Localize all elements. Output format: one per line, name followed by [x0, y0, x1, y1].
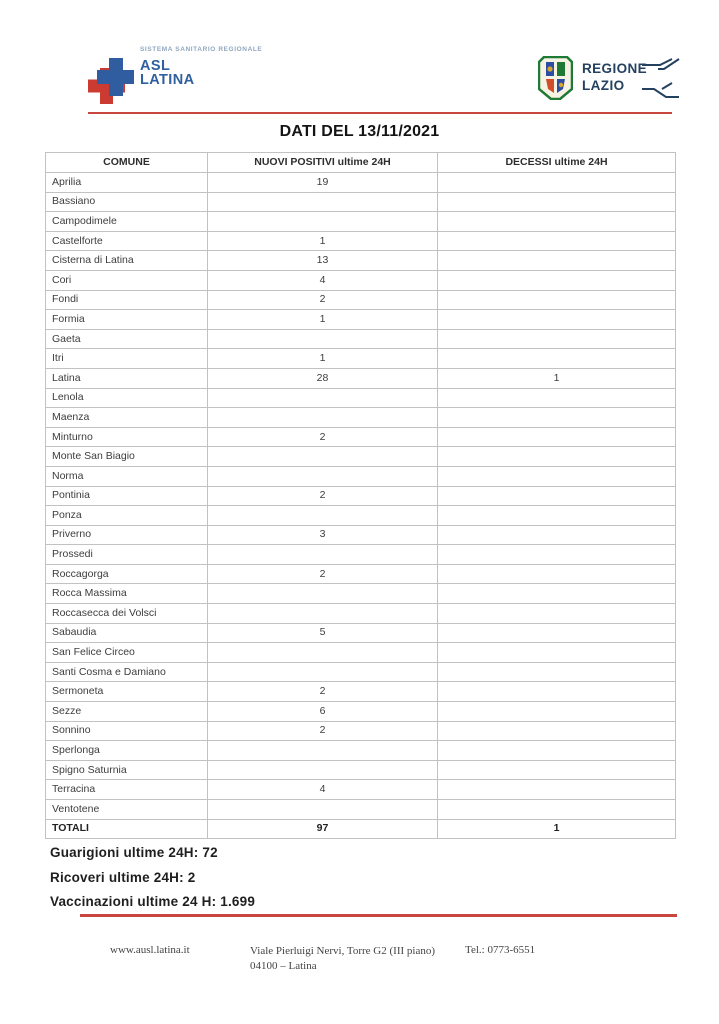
comune-cell: Campodimele	[46, 212, 208, 232]
decessi-cell	[438, 231, 676, 251]
comune-cell: Prossedi	[46, 545, 208, 565]
bottom-red-divider	[80, 914, 677, 917]
table-row	[46, 212, 676, 232]
table-row	[46, 760, 676, 780]
decessi-cell	[438, 192, 676, 212]
summary-ricoveri: Ricoveri ultime 24H: 2	[50, 869, 196, 885]
decessi-cell	[438, 173, 676, 193]
decessi-cell	[438, 270, 676, 290]
comune-cell: Spigno Saturnia	[46, 760, 208, 780]
decessi-cell	[438, 604, 676, 624]
table-row	[46, 623, 676, 643]
totals-decessi: 1	[438, 819, 676, 839]
totals-row	[46, 819, 676, 839]
table-row	[46, 388, 676, 408]
table-row	[46, 525, 676, 545]
table-row	[46, 192, 676, 212]
decessi-cell	[438, 525, 676, 545]
positivi-cell	[208, 466, 438, 486]
table-row	[46, 506, 676, 526]
decessi-cell	[438, 408, 676, 428]
totals-label: TOTALI	[46, 819, 208, 839]
positivi-cell: 13	[208, 251, 438, 271]
comune-cell: Gaeta	[46, 329, 208, 349]
positivi-cell: 2	[208, 427, 438, 447]
positivi-cell: 1	[208, 310, 438, 330]
decessi-cell	[438, 721, 676, 741]
asl-cross-icon	[88, 58, 134, 104]
decessi-cell	[438, 702, 676, 722]
comune-cell: Priverno	[46, 525, 208, 545]
lazio-word-regione: REGIONE	[582, 61, 648, 76]
comune-cell: Pontinia	[46, 486, 208, 506]
table-header-row	[46, 153, 676, 173]
comune-cell: Sperlonga	[46, 741, 208, 761]
comune-cell: Roccagorga	[46, 564, 208, 584]
positivi-cell	[208, 388, 438, 408]
table-row	[46, 251, 676, 271]
comune-cell: Fondi	[46, 290, 208, 310]
comune-cell: Rocca Massima	[46, 584, 208, 604]
table-row	[46, 290, 676, 310]
table-row	[46, 604, 676, 624]
table-row	[46, 800, 676, 820]
lazio-crest-icon	[538, 56, 573, 100]
positivi-cell	[208, 192, 438, 212]
positivi-cell: 2	[208, 290, 438, 310]
comune-cell: Sermoneta	[46, 682, 208, 702]
comune-cell: Lenola	[46, 388, 208, 408]
comune-cell: Ponza	[46, 506, 208, 526]
covid-data-table	[45, 152, 676, 839]
decessi-cell	[438, 506, 676, 526]
positivi-cell: 5	[208, 623, 438, 643]
positivi-cell: 3	[208, 525, 438, 545]
table-row	[46, 349, 676, 369]
table-row	[46, 545, 676, 565]
table-row	[46, 270, 676, 290]
decessi-cell	[438, 486, 676, 506]
table-row	[46, 231, 676, 251]
decessi-cell	[438, 584, 676, 604]
positivi-cell	[208, 643, 438, 663]
footer-website: www.ausl.latina.it	[110, 944, 190, 956]
totals-positivi: 97	[208, 819, 438, 839]
positivi-cell	[208, 760, 438, 780]
summary-block	[50, 845, 255, 919]
decessi-cell	[438, 662, 676, 682]
asl-name-line2: LATINA	[140, 72, 195, 88]
footer-phone: Tel.: 0773-6551	[465, 944, 536, 956]
summary-guarigioni: Guarigioni ultime 24H: 72	[50, 845, 218, 860]
decessi-cell	[438, 623, 676, 643]
column-header-nuovi-positivi: NUOVI POSITIVI ultime 24H	[208, 153, 438, 173]
table-row	[46, 702, 676, 722]
positivi-cell: 1	[208, 231, 438, 251]
decessi-cell	[438, 780, 676, 800]
decessi-cell	[438, 682, 676, 702]
decessi-cell: 1	[438, 368, 676, 388]
comune-cell: Aprilia	[46, 173, 208, 193]
top-red-divider	[88, 112, 672, 114]
table-row	[46, 780, 676, 800]
decessi-cell	[438, 388, 676, 408]
decessi-cell	[438, 800, 676, 820]
positivi-cell	[208, 604, 438, 624]
positivi-cell	[208, 584, 438, 604]
decessi-cell	[438, 212, 676, 232]
positivi-cell: 6	[208, 702, 438, 722]
table-row	[46, 682, 676, 702]
decessi-cell	[438, 329, 676, 349]
positivi-cell	[208, 212, 438, 232]
positivi-cell: 19	[208, 173, 438, 193]
comune-cell: Castelforte	[46, 231, 208, 251]
positivi-cell: 2	[208, 564, 438, 584]
table-row	[46, 466, 676, 486]
comune-cell: Santi Cosma e Damiano	[46, 662, 208, 682]
comune-cell: Sabaudia	[46, 623, 208, 643]
decessi-cell	[438, 466, 676, 486]
table-row	[46, 447, 676, 467]
table-row	[46, 310, 676, 330]
positivi-cell	[208, 741, 438, 761]
positivi-cell	[208, 545, 438, 565]
table-row	[46, 662, 676, 682]
positivi-cell: 1	[208, 349, 438, 369]
positivi-cell: 4	[208, 780, 438, 800]
positivi-cell	[208, 408, 438, 428]
table-row	[46, 564, 676, 584]
decessi-cell	[438, 349, 676, 369]
positivi-cell	[208, 506, 438, 526]
footer-address-line1: Viale Pierluigi Nervi, Torre G2 (III piano)	[250, 945, 436, 957]
decessi-cell	[438, 427, 676, 447]
footer-address-line2: 04100 – Latina	[250, 960, 317, 972]
table-row	[46, 741, 676, 761]
comune-cell: Roccasecca dei Volsci	[46, 604, 208, 624]
table-row	[46, 173, 676, 193]
decessi-cell	[438, 564, 676, 584]
decessi-cell	[438, 643, 676, 663]
positivi-cell: 2	[208, 721, 438, 741]
comune-cell: Itri	[46, 349, 208, 369]
lazio-word-lazio: LAZIO	[582, 78, 625, 93]
positivi-cell	[208, 447, 438, 467]
table-row	[46, 408, 676, 428]
decessi-cell	[438, 545, 676, 565]
comune-cell: Monte San Biagio	[46, 447, 208, 467]
asl-tagline: SISTEMA SANITARIO REGIONALE	[140, 46, 263, 53]
comune-cell: Formia	[46, 310, 208, 330]
decessi-cell	[438, 447, 676, 467]
decessi-cell	[438, 310, 676, 330]
comune-cell: Cori	[46, 270, 208, 290]
positivi-cell: 4	[208, 270, 438, 290]
summary-vaccinazioni: Vaccinazioni ultime 24 H: 1.699	[50, 894, 256, 909]
positivi-cell: 2	[208, 682, 438, 702]
table-row	[46, 584, 676, 604]
column-header-comune: COMUNE	[46, 153, 208, 173]
decessi-cell	[438, 760, 676, 780]
comune-cell: Minturno	[46, 427, 208, 447]
comune-cell: Maenza	[46, 408, 208, 428]
asl-logo-text	[140, 46, 262, 87]
comune-cell: Norma	[46, 466, 208, 486]
table-row	[46, 486, 676, 506]
positivi-cell	[208, 329, 438, 349]
comune-cell: Sonnino	[46, 721, 208, 741]
table-row	[46, 643, 676, 663]
comune-cell: San Felice Circeo	[46, 643, 208, 663]
footer-address	[250, 944, 435, 974]
decessi-cell	[438, 741, 676, 761]
table-row	[46, 329, 676, 349]
positivi-cell	[208, 800, 438, 820]
comune-cell: Bassiano	[46, 192, 208, 212]
page-title: DATI DEL 13/11/2021	[279, 123, 440, 140]
positivi-cell: 28	[208, 368, 438, 388]
comune-cell: Cisterna di Latina	[46, 251, 208, 271]
column-header-decessi: DECESSI ultime 24H	[438, 153, 676, 173]
comune-cell: Ventotene	[46, 800, 208, 820]
decessi-cell	[438, 251, 676, 271]
comune-cell: Sezze	[46, 702, 208, 722]
comune-cell: Terracina	[46, 780, 208, 800]
decessi-cell	[438, 290, 676, 310]
regione-lazio-logo	[538, 56, 680, 100]
table-row	[46, 368, 676, 388]
positivi-cell: 2	[208, 486, 438, 506]
table-row	[46, 427, 676, 447]
asl-name-line1: ASL	[140, 58, 171, 74]
positivi-cell	[208, 662, 438, 682]
table-row	[46, 721, 676, 741]
comune-cell: Latina	[46, 368, 208, 388]
